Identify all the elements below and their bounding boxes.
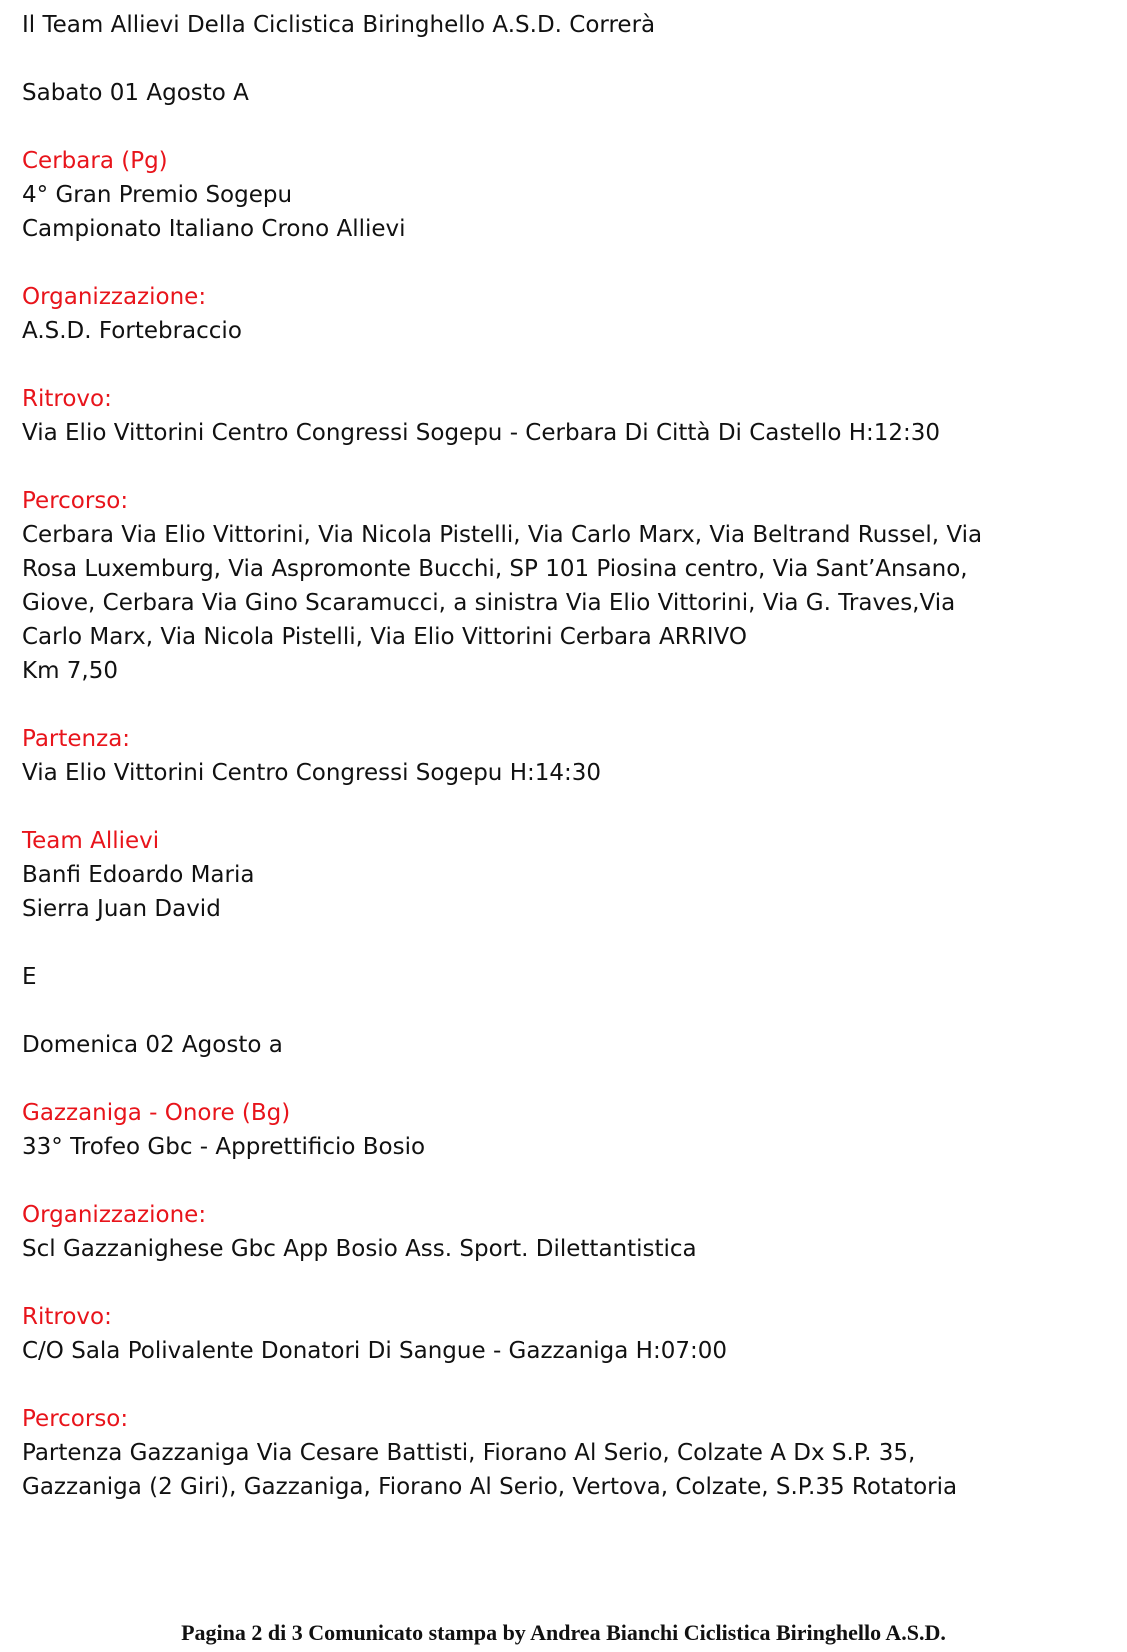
event1-race-name: 4° Gran Premio Sogepu xyxy=(22,182,293,208)
event1-percorso-line: Rosa Luxemburg, Via Aspromonte Bucchi, SP 101 Piosina centro, Via Sant’Ansano, xyxy=(22,556,968,582)
event1-team-member: Banfi Edoardo Maria xyxy=(22,862,255,888)
event2-ritrovo-label: Ritrovo: xyxy=(22,1304,112,1330)
event1-organizzazione-label: Organizzazione: xyxy=(22,284,207,310)
event1-percorso-line: Giove, Cerbara Via Gino Scaramucci, a sinistra Via Elio Vittorini, Via G. Traves,Via xyxy=(22,590,956,616)
event2-location-heading: Gazzaniga - Onore (Bg) xyxy=(22,1100,291,1126)
spacer xyxy=(22,42,1112,76)
event1-race-subtitle: Campionato Italiano Crono Allievi xyxy=(22,216,406,242)
event2-organizzazione-label: Organizzazione: xyxy=(22,1202,207,1228)
page-footer: Pagina 2 di 3 Comunicato stampa by Andrea Bianchi Ciclistica Biringhello A.S.D. xyxy=(181,1620,946,1645)
event2-ritrovo-value: C/O Sala Polivalente Donatori Di Sangue - Gazzaniga H:07:00 xyxy=(22,1338,728,1364)
event1-team-label: Team Allievi xyxy=(22,828,160,854)
event1-percorso-line: Cerbara Via Elio Vittorini, Via Nicola Pistelli, Via Carlo Marx, Via Beltrand Russel, Via xyxy=(22,522,983,548)
event2-date: Domenica 02 Agosto a xyxy=(22,1032,283,1058)
spacer xyxy=(22,688,1112,722)
event1-organizzazione-value: A.S.D. Fortebraccio xyxy=(22,318,242,344)
event1-date: Sabato 01 Agosto A xyxy=(22,80,249,106)
spacer xyxy=(22,110,1112,144)
event2-percorso-line: Gazzaniga (2 Giri), Gazzaniga, Fiorano Al Serio, Vertova, Colzate, S.P.35 Rotatoria xyxy=(22,1474,958,1500)
connector-text: E xyxy=(22,964,37,990)
event2-organizzazione-value: Scl Gazzanighese Gbc App Bosio Ass. Sport. Dilettantistica xyxy=(22,1236,697,1262)
event1-percorso-line: Carlo Marx, Via Nicola Pistelli, Via Elio Vittorini Cerbara ARRIVO xyxy=(22,624,747,650)
event2-percorso-label: Percorso: xyxy=(22,1406,129,1432)
event1-ritrovo-value: Via Elio Vittorini Centro Congressi Sogepu - Cerbara Di Città Di Castello H:12:30 xyxy=(22,420,941,446)
spacer xyxy=(22,1368,1112,1402)
event1-ritrovo-label: Ritrovo: xyxy=(22,386,112,412)
spacer xyxy=(22,246,1112,280)
spacer xyxy=(22,790,1112,824)
event1-team-member: Sierra Juan David xyxy=(22,896,221,922)
spacer xyxy=(22,1164,1112,1198)
spacer xyxy=(22,994,1112,1028)
event1-partenza-label: Partenza: xyxy=(22,726,131,752)
event2-race-name: 33° Trofeo Gbc - Apprettificio Bosio xyxy=(22,1134,426,1160)
intro-line: Il Team Allievi Della Ciclistica Biringhello A.S.D. Correrà xyxy=(22,12,656,38)
event1-percorso-label: Percorso: xyxy=(22,488,129,514)
event1-percorso-distance: Km 7,50 xyxy=(22,658,119,684)
spacer xyxy=(22,348,1112,382)
event2-percorso-line: Partenza Gazzaniga Via Cesare Battisti, Fiorano Al Serio, Colzate A Dx S.P. 35, xyxy=(22,1440,916,1466)
spacer xyxy=(22,1266,1112,1300)
event1-location-heading: Cerbara (Pg) xyxy=(22,148,168,174)
spacer xyxy=(22,450,1112,484)
document-body xyxy=(22,8,1112,1504)
spacer xyxy=(22,1062,1112,1096)
spacer xyxy=(22,926,1112,960)
event1-partenza-value: Via Elio Vittorini Centro Congressi Sogepu H:14:30 xyxy=(22,760,602,786)
